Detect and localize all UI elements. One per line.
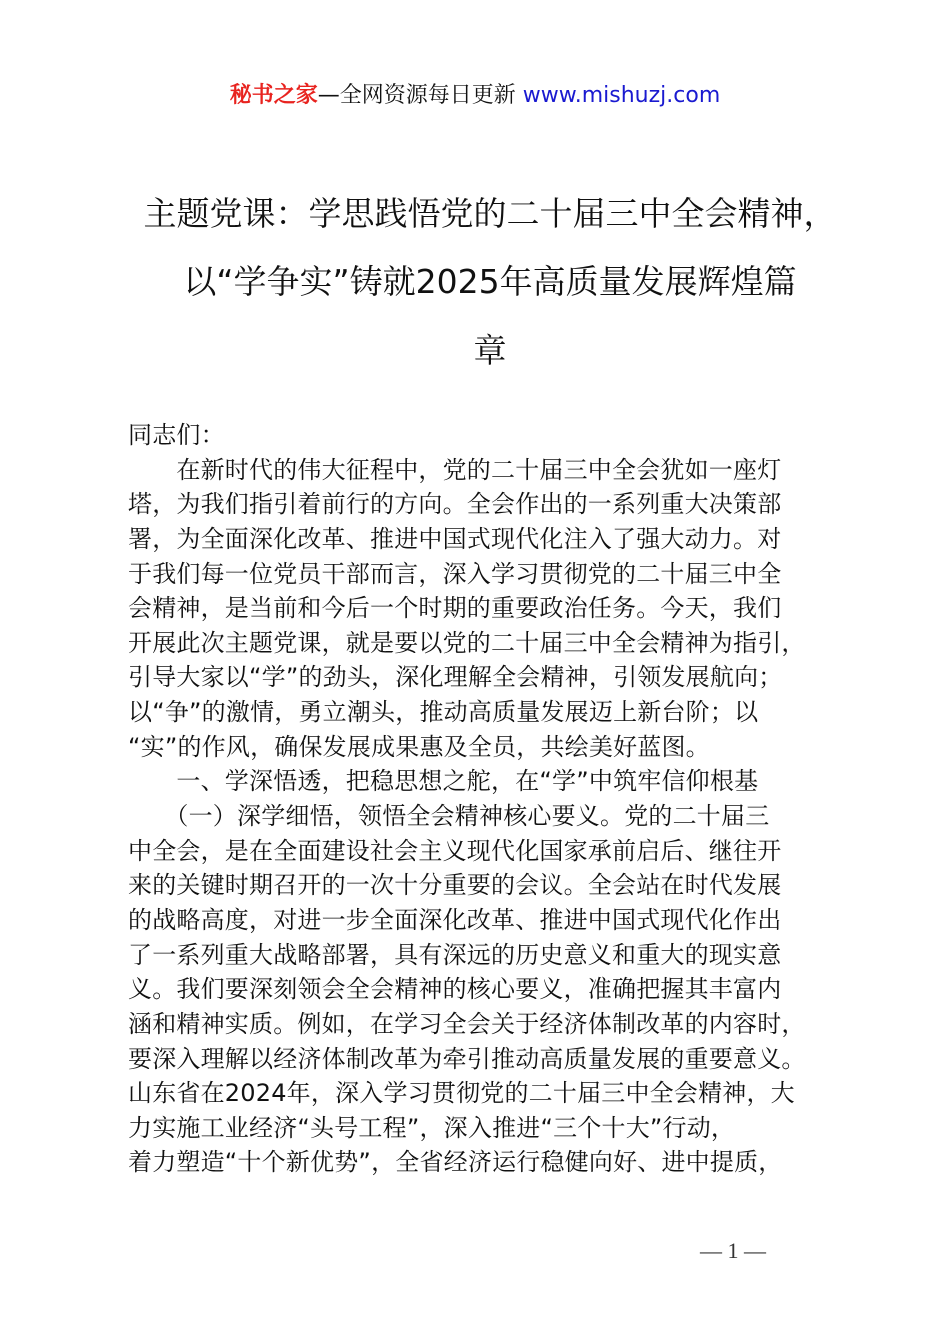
- body-text-line: 山东省在2024年，深入学习贯彻党的二十届三中全会精神，大: [128, 1079, 795, 1108]
- page-number: — 1 —: [700, 1238, 766, 1263]
- site-url-link[interactable]: www.mishuzj.com: [522, 83, 721, 108]
- document-title-line-3: 章: [473, 331, 507, 370]
- body-text-line: 中全会，是在全面建设社会主义现代化国家承前启后、继往开: [128, 836, 782, 865]
- document-title-line-2: 以“学争实”铸就2025年高质量发展辉煌篇: [183, 262, 797, 301]
- body-text-line: 义。我们要深刻领会全会精神的核心要义，准确把握其丰富内: [128, 975, 782, 1004]
- body-text-line: 在新时代的伟大征程中，党的二十届三中全会犹如一座灯: [128, 455, 782, 484]
- body-text-line: 以“争”的激情，勇立潮头，推动高质量发展迈上新台阶；以: [128, 698, 759, 727]
- header-slogan: —全网资源每日更新: [317, 83, 523, 108]
- document-title-line-1: 主题党课：学思践悟党的二十届三中全会精神，: [143, 194, 837, 233]
- body-text-line: 力实施工业经济“头号工程”，深入推进“三个十大”行动，: [128, 1113, 736, 1142]
- brand-logo-text: 秘书之家: [229, 83, 318, 108]
- document-body: [128, 418, 858, 1180]
- body-text-line: “实”的作风，确保发展成果惠及全员，共绘美好蓝图。: [128, 732, 710, 761]
- body-text-line: 着力塑造“十个新优势”，全省经济运行稳健向好、进中提质，: [128, 1148, 783, 1177]
- site-header: [0, 80, 950, 112]
- body-text-line: 的战略高度，对进一步全面深化改革、推进中国式现代化作出: [128, 905, 782, 934]
- body-text-line: 同志们：: [128, 421, 225, 449]
- body-text-line: 要深入理解以经济体制改革为牵引推动高质量发展的重要意义。: [128, 1044, 806, 1073]
- body-text-line: 引导大家以“学”的劲头，深化理解全会精神，引领发展航向；: [128, 663, 783, 692]
- body-text-line: （一）深学细悟，领悟全会精神核心要义。党的二十届三: [128, 802, 770, 831]
- body-text-line: 了一系列重大战略部署，具有深远的历史意义和重大的现实意: [128, 940, 782, 969]
- body-text-line: 一、学深悟透，把稳思想之舵，在“学”中筑牢信仰根基: [128, 767, 759, 796]
- body-text-line: 会精神，是当前和今后一个时期的重要政治任务。今天，我们: [128, 594, 782, 623]
- body-text-line: 开展此次主题党课，就是要以党的二十届三中全会精神为指引，: [128, 628, 806, 657]
- body-text-line: 署，为全面深化改革、推进中国式现代化注入了强大动力。对: [128, 524, 782, 553]
- body-text-line: 来的关键时期召开的一次十分重要的会议。全会站在时代发展: [128, 871, 782, 900]
- body-text-line: 于我们每一位党员干部而言，深入学习贯彻党的二十届三中全: [128, 559, 782, 588]
- body-text-line: 涵和精神实质。例如，在学习全会关于经济体制改革的内容时，: [128, 1009, 806, 1038]
- body-text-line: 塔，为我们指引着前行的方向。全会作出的一系列重大决策部: [128, 490, 782, 519]
